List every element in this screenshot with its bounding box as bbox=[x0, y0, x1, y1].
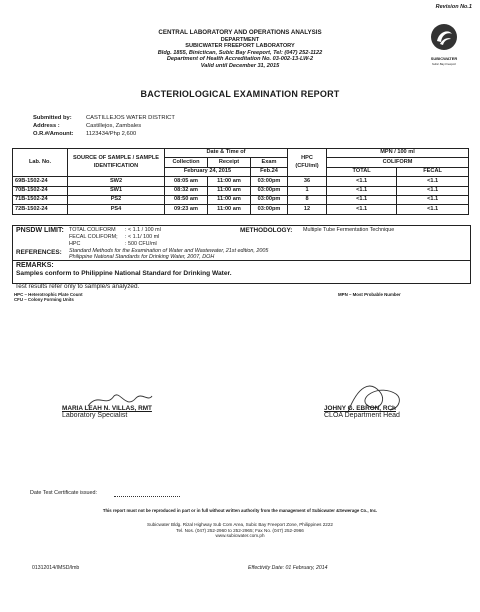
lab-no-cell: 70B-1502-24 bbox=[13, 186, 68, 195]
signature-block-left bbox=[62, 405, 202, 419]
limits-section bbox=[12, 225, 471, 261]
limit-total-value: : < 1.1 / 100 ml bbox=[125, 227, 161, 233]
fecal-cell: <1.1 bbox=[397, 205, 469, 214]
lab-no-cell: 69B-1502-24 bbox=[13, 177, 68, 186]
signatory-left-name: MARIA LEAH N. VILLAS, RMT bbox=[62, 405, 152, 412]
effectivity-date: Effectivity Date: 01 February, 2014 bbox=[248, 565, 328, 571]
signatory-right-role: CLOA Department Head bbox=[324, 412, 400, 419]
exam-date-header: Feb.24 bbox=[251, 167, 288, 176]
or-amount-label: O.R.#/Amount: bbox=[33, 131, 74, 137]
date-time-header: Date & Time of bbox=[165, 149, 288, 158]
abbrev-cfu: CFU – Colony Forming Units bbox=[14, 297, 74, 303]
methodology-value: Multiple Tube Fermentation Technique bbox=[303, 227, 395, 233]
collection-cell: 08:50 am bbox=[165, 195, 208, 204]
address-label: Address : bbox=[33, 123, 60, 129]
source-cell: PS4 bbox=[68, 205, 165, 214]
header-line6: Valid until December 31, 2015 bbox=[200, 62, 280, 69]
address-value: Castillejos, Zambales bbox=[86, 123, 142, 129]
collection-cell: 08:05 am bbox=[165, 177, 208, 186]
table-row bbox=[13, 195, 469, 204]
submitted-by-row bbox=[0, 115, 480, 123]
header-line1: CENTRAL LABORATORY AND OPERATIONS ANALYSIS bbox=[158, 29, 322, 36]
total-header: TOTAL bbox=[327, 167, 397, 176]
remarks-line2: Test results refer only to sample/s analyzed. bbox=[15, 283, 140, 290]
references-label: REFERENCES: bbox=[16, 249, 62, 256]
document-code: 01312014/IMSD/lmb bbox=[32, 565, 80, 571]
exam-cell: 03:00pm bbox=[251, 205, 288, 214]
receipt-cell: 11:00 am bbox=[208, 186, 251, 195]
abbrev-hpc: HPC – Heterotrophic Plate Count bbox=[14, 292, 83, 297]
report-title: BACTERIOLOGICAL EXAMINATION REPORT bbox=[140, 89, 340, 99]
footer-address bbox=[0, 522, 480, 539]
hpc-cell: 36 bbox=[288, 177, 327, 186]
results-table bbox=[12, 148, 469, 215]
remarks-section bbox=[12, 260, 471, 284]
address-row bbox=[0, 123, 480, 131]
subicwater-swirl-logo-icon bbox=[429, 22, 459, 52]
exam-cell: 03:00pm bbox=[251, 186, 288, 195]
abbreviations bbox=[14, 292, 83, 303]
exam-header: Exam bbox=[251, 158, 288, 167]
coliform-header: COLIFORM bbox=[327, 158, 469, 167]
lab-no-header: Lab. No. bbox=[13, 149, 68, 177]
limit-fecal-value: : < 1.1/ 100 ml bbox=[125, 234, 160, 240]
exam-cell: 03:00pm bbox=[251, 195, 288, 204]
source-header: SOURCE OF SAMPLE / SAMPLE IDENTIFICATION bbox=[68, 149, 165, 177]
or-amount-value: 1123434/Php 2,600 bbox=[86, 131, 137, 137]
receipt-cell: 11:00 am bbox=[208, 205, 251, 214]
disclaimer: This report must not be reproduced in part or in full without written authority from the management of Subicwater &Sewerage Co., Inc. bbox=[102, 508, 378, 513]
total-cell: <1.1 bbox=[327, 205, 397, 214]
hpc-cell: 12 bbox=[288, 205, 327, 214]
limit-hpc-value: : 500 CFU/ml bbox=[125, 241, 157, 247]
signature-block-right bbox=[324, 405, 454, 419]
submission-info bbox=[0, 115, 480, 145]
date-issued-line bbox=[114, 496, 180, 497]
remarks-line1: Samples conform to Philippine National Standard for Drinking Water. bbox=[16, 270, 232, 277]
lab-no-cell: 71B-1502-24 bbox=[13, 195, 68, 204]
signatory-left-role: Laboratory Specialist bbox=[62, 412, 128, 419]
logo-tagline: Subic Bay Freeport bbox=[432, 61, 456, 66]
exam-cell: 03:00pm bbox=[251, 177, 288, 186]
fecal-cell: <1.1 bbox=[397, 186, 469, 195]
header-line3: SUBICWATER FREEPORT LABORATORY bbox=[185, 43, 295, 50]
receipt-header: Receipt bbox=[208, 158, 251, 167]
date-issued-label: Date Test Certificate issued: bbox=[30, 490, 98, 496]
total-cell: <1.1 bbox=[327, 195, 397, 204]
reference-line2: Philippine National Standards for Drinking Water, 2007, DOH bbox=[69, 254, 215, 260]
address-line2: Tel. Nos. (047) 252-2960 to 252-2965; Fax No. (047) 252-2966 bbox=[176, 527, 304, 533]
fecal-header: FECAL bbox=[397, 167, 469, 176]
address-line1: Subicwater Bldg. Rizal Highway Sub Com Area, Subic Bay Freeport Zone, Philippines 2222 bbox=[147, 522, 333, 527]
subicwater-logo bbox=[424, 22, 464, 66]
source-cell: PS2 bbox=[68, 195, 165, 204]
pnsdw-limit-label: PNSDW LIMIT: bbox=[16, 227, 64, 234]
limit-fecal-name: FECAL COLIFORM; bbox=[69, 234, 118, 240]
mpn-header: MPN / 100 ml bbox=[327, 149, 469, 158]
total-cell: <1.1 bbox=[327, 177, 397, 186]
header-line4: Bldg. 1855, Binictican, Subic Bay Freeport, Tel: (047) 252-1122 bbox=[157, 49, 323, 56]
letterhead bbox=[0, 30, 480, 70]
lab-no-cell: 72B-1502-24 bbox=[13, 205, 68, 214]
receipt-cell: 11:00 am bbox=[208, 195, 251, 204]
submitted-by-label: Submitted by: bbox=[33, 115, 72, 121]
address-line3: www.subicwater.com.ph bbox=[215, 533, 265, 539]
total-cell: <1.1 bbox=[327, 186, 397, 195]
signatory-right-name: JOHNY G. EBRON, RCh bbox=[324, 405, 396, 412]
limit-total-name: TOTAL COLIFORM bbox=[69, 227, 116, 233]
hpc-cell: 8 bbox=[288, 195, 327, 204]
abbrev-mpn: MPN – Most Probable Number bbox=[338, 292, 401, 297]
collection-header: Collection bbox=[165, 158, 208, 167]
methodology-label: METHODOLOGY: bbox=[240, 227, 293, 234]
header-line2: DEPARTMENT bbox=[220, 36, 260, 43]
source-cell: SW1 bbox=[68, 186, 165, 195]
source-cell: SW2 bbox=[68, 177, 165, 186]
remarks-label: REMARKS: bbox=[16, 262, 54, 269]
table-header-row-1 bbox=[13, 149, 469, 158]
or-amount-row bbox=[0, 131, 480, 139]
limit-hpc-name: HPC bbox=[69, 241, 81, 247]
logo-label: SUBICWATER bbox=[430, 56, 458, 61]
table-row bbox=[13, 177, 469, 186]
collection-cell: 08:32 am bbox=[165, 186, 208, 195]
hpc-header: HPC (CFU/ml) bbox=[288, 149, 327, 177]
fecal-cell: <1.1 bbox=[397, 195, 469, 204]
revision-number: Revision No.1 bbox=[435, 4, 472, 10]
table-row bbox=[13, 186, 469, 195]
fecal-cell: <1.1 bbox=[397, 177, 469, 186]
collection-cell: 09:23 am bbox=[165, 205, 208, 214]
table-row bbox=[13, 205, 469, 214]
date-shared-header: February 24, 2015 bbox=[165, 167, 251, 176]
header-line5: Department of Health Accreditation No. 03-002-13-LW-2 bbox=[166, 56, 314, 63]
reference-line1: Standard Methods for the Examination of Water and Wastewater, 21st edition, 2005 bbox=[69, 248, 269, 254]
receipt-cell: 11:00 am bbox=[208, 177, 251, 186]
hpc-cell: 1 bbox=[288, 186, 327, 195]
submitted-by-value: CASTILLEJOS WATER DISTRICT bbox=[86, 115, 175, 121]
